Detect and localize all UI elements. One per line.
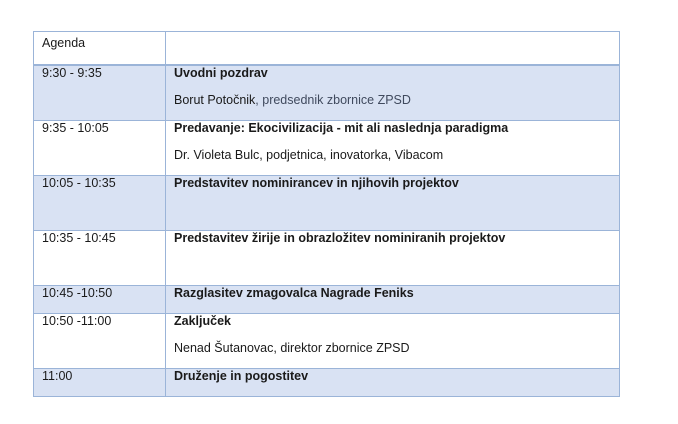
speaker-name: Borut Potočnik bbox=[174, 93, 256, 107]
agenda-row bbox=[34, 314, 620, 369]
agenda-time-cell bbox=[34, 231, 166, 286]
agenda-item-title: Predstavitev nominirancev in njihovih projektov bbox=[174, 176, 459, 190]
agenda-item-speaker: Dr. Violeta Bulc, podjetnica, inovatorka, Vibacom bbox=[174, 148, 444, 162]
agenda-time-cell bbox=[34, 176, 166, 231]
agenda-item-title: Uvodni pozdrav bbox=[174, 66, 268, 80]
agenda-row bbox=[34, 231, 620, 286]
agenda-item-cell bbox=[166, 121, 620, 176]
agenda-item-cell bbox=[166, 231, 620, 286]
agenda-time: 10:50 -11:00 bbox=[42, 314, 112, 328]
speaker-role: , predsednik zbornice ZPSD bbox=[255, 93, 411, 107]
agenda-time-cell bbox=[34, 286, 166, 314]
agenda-table bbox=[33, 31, 620, 397]
agenda-item-speaker bbox=[174, 93, 619, 107]
agenda-item-cell bbox=[166, 369, 620, 397]
agenda-time-cell bbox=[34, 121, 166, 176]
agenda-item-cell bbox=[166, 65, 620, 121]
agenda-item-title: Predstavitev žirije in obrazložitev nominiranih projektov bbox=[174, 231, 506, 245]
agenda-header-label: Agenda bbox=[42, 36, 86, 50]
agenda-row bbox=[34, 286, 620, 314]
agenda-time: 9:30 - 9:35 bbox=[42, 66, 102, 80]
agenda-time: 11:00 bbox=[42, 369, 73, 383]
agenda-time-cell bbox=[34, 369, 166, 397]
agenda-time: 10:45 -10:50 bbox=[42, 286, 113, 300]
agenda-time: 10:35 - 10:45 bbox=[42, 231, 116, 245]
agenda-item-cell bbox=[166, 176, 620, 231]
agenda-item-title: Predavanje: Ekocivilizacija - mit ali naslednja paradigma bbox=[174, 121, 509, 135]
agenda-header-row bbox=[34, 32, 620, 66]
agenda-row bbox=[34, 65, 620, 121]
agenda-time-cell bbox=[34, 65, 166, 121]
agenda-row bbox=[34, 176, 620, 231]
agenda-item-cell bbox=[166, 314, 620, 369]
agenda-header-empty-cell bbox=[166, 32, 620, 66]
agenda-time-cell bbox=[34, 314, 166, 369]
agenda-row bbox=[34, 121, 620, 176]
agenda-time: 9:35 - 10:05 bbox=[42, 121, 109, 135]
agenda-item-speaker: Nenad Šutanovac, direktor zbornice ZPSD bbox=[174, 341, 410, 355]
agenda-item-title: Druženje in pogostitev bbox=[174, 369, 309, 383]
agenda-header-cell bbox=[34, 32, 166, 66]
agenda-row bbox=[34, 369, 620, 397]
agenda-item-title: Razglasitev zmagovalca Nagrade Feniks bbox=[174, 286, 414, 300]
agenda-time: 10:05 - 10:35 bbox=[42, 176, 116, 190]
agenda-item-title: Zaključek bbox=[174, 314, 231, 328]
agenda-item-cell bbox=[166, 286, 620, 314]
